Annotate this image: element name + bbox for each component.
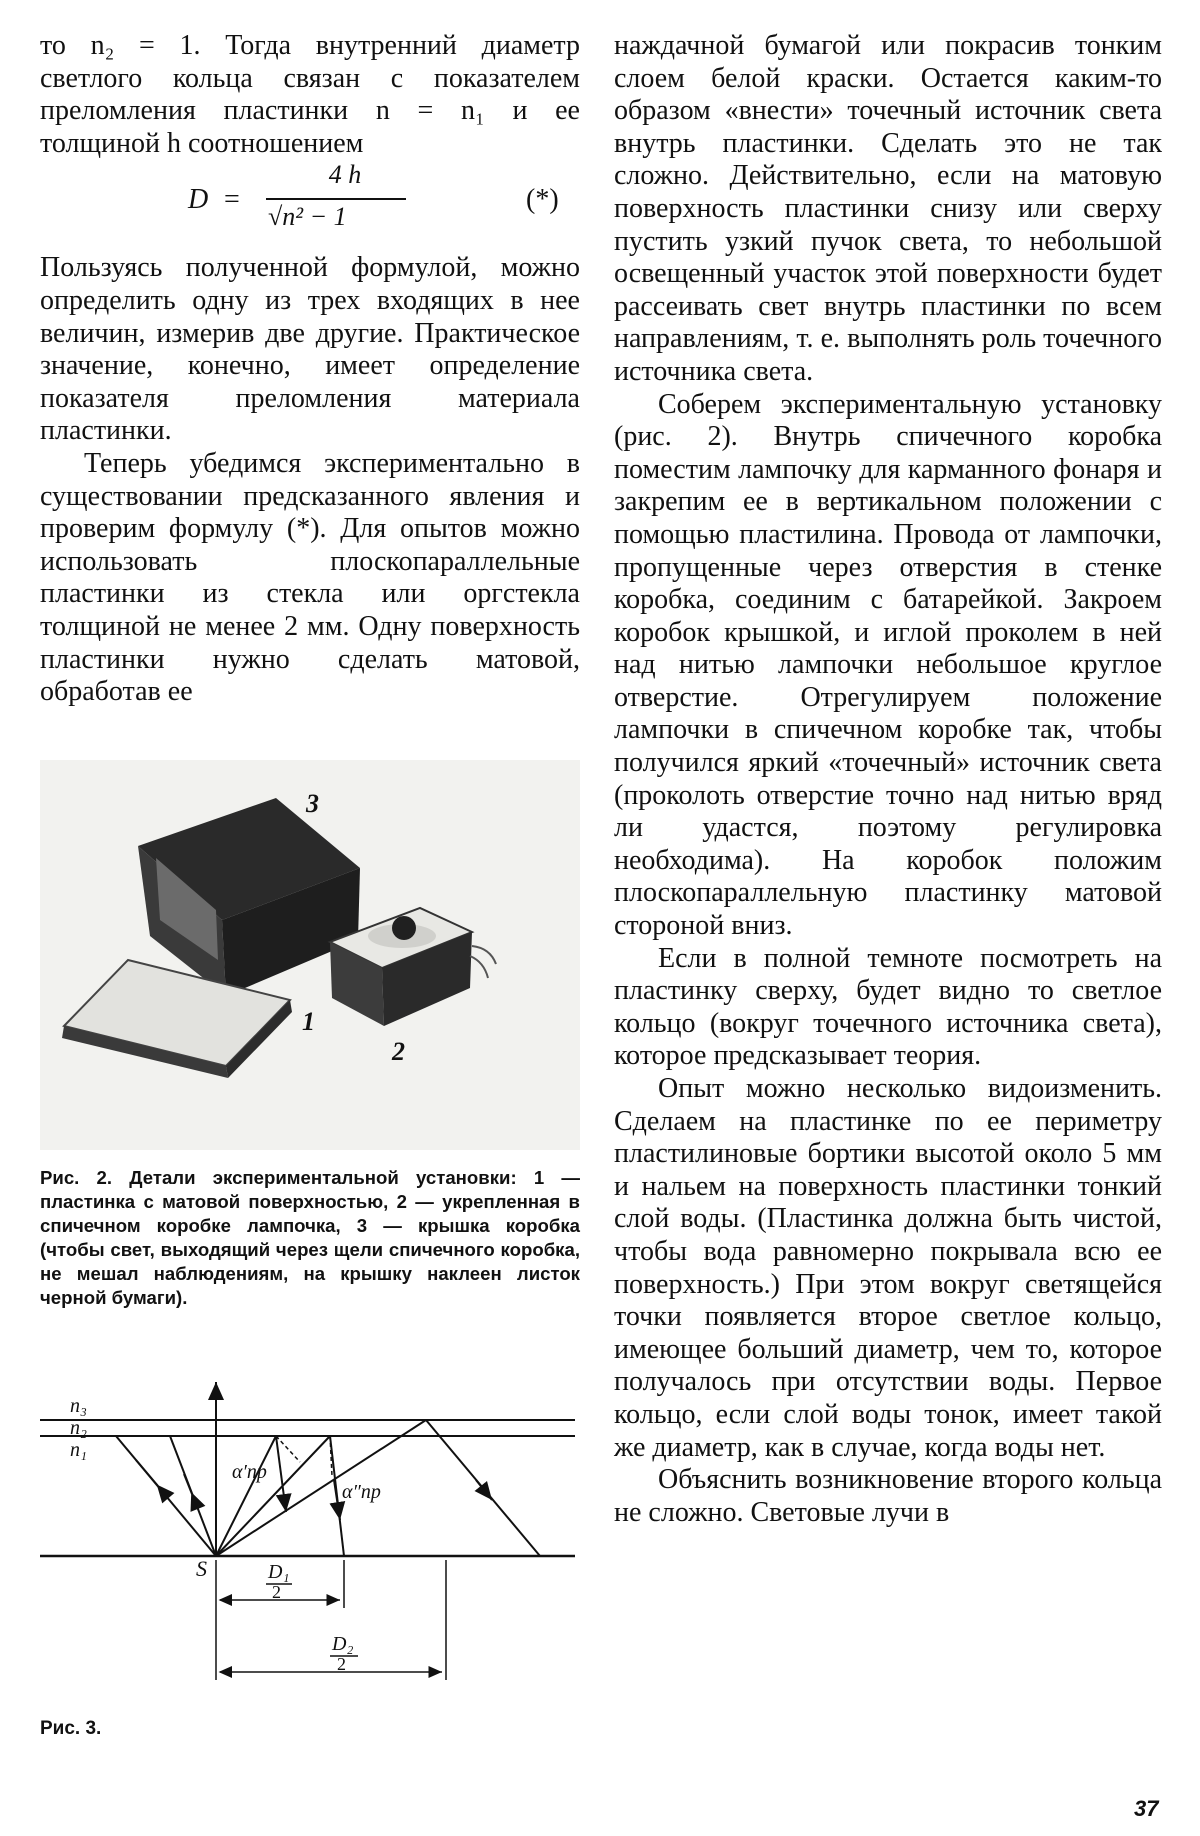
ray: [216, 1436, 330, 1556]
paragraph: Пользуясь полученной формулой, можно определить одну из трех входящих в нее величин, измерив две другие. Практическое значение, конечно, имеет определение показателя преломления материала пластинки.: [40, 252, 580, 447]
ray: [216, 1420, 426, 1556]
paragraph: Теперь убедимся экспериментально в существовании предсказанного явления и проверим формулу (*). Для опытов можно использовать плоскопараллельные пластинки из стекла или оргстекла толщиной не менее 2 мм. Одну поверхность пластинки нужно сделать матовой, обработав ее: [40, 447, 580, 708]
label-n1: n₁: [70, 1439, 87, 1461]
label-d1-num: D₁: [268, 1561, 290, 1583]
label-3: 3: [306, 789, 319, 818]
formula-numerator: 4 h: [328, 160, 362, 190]
label-n2: n₂: [70, 1417, 87, 1439]
label-source: S: [196, 1556, 207, 1581]
formula-tag: (*): [526, 184, 559, 216]
ray-diagram: [40, 1380, 580, 1700]
figure-3-caption: Рис. 3.: [40, 1718, 102, 1739]
ray-arrow: [136, 1460, 158, 1486]
ray: [170, 1436, 216, 1556]
right-column: [614, 30, 1162, 1529]
figure-3-diagram: [40, 1380, 580, 1700]
paragraph: то n₂ = 1. Тогда внутренний диаметр светлого кольца связан с показателем преломления пластинки n = n₁ и ее толщиной h соотношением: [40, 30, 580, 159]
paragraph: Если в полной темноте посмотреть на пластинку сверху, будет видно то светлое кольцо (вокруг точечного источника света), которое предсказывает теория.: [614, 942, 1162, 1072]
label-2: 2: [392, 1037, 405, 1066]
label-alpha-2: α″пр: [342, 1481, 381, 1503]
apparatus-illustration: [40, 760, 580, 1150]
ray-reflected: [276, 1436, 286, 1512]
ray: [216, 1436, 276, 1556]
formula-equals: =: [224, 184, 240, 216]
label-n3: n₃: [70, 1395, 87, 1417]
label-alpha-1: α′пр: [232, 1461, 267, 1483]
figure-2-photo: [40, 760, 580, 1150]
formula-lhs: D: [188, 184, 209, 216]
label-d2-num: D₂: [332, 1633, 354, 1655]
label-1: 1: [302, 1007, 315, 1036]
figure-2-caption: Рис. 2. Детали экспериментальной установки: 1 — пластинка с матовой поверхностью, 2 — укрепленная в спичечном коробке лампочка, 3 — крышка коробка (чтобы свет, выходящий через щели спичечного коробка, не мешал наблюдениям, на крышку наклеен листок черной бумаги).: [40, 1167, 580, 1308]
ray: [116, 1436, 216, 1556]
page-number: 37: [1134, 1796, 1159, 1821]
label-d2-den: 2: [337, 1654, 346, 1674]
paragraph: Объяснить возникновение второго кольца не сложно. Световые лучи в: [614, 1464, 1162, 1528]
formula-star: [40, 160, 580, 252]
ray-arrow: [334, 1480, 340, 1520]
paragraph: Опыт можно несколько видоизменить. Сделаем на пластинке по ее периметру пластилиновые бортики высотой около 5 мм и нальем на поверхность пластинки тонкий слой воды. (Пластинка должна быть чистой, чтобы вода равномерно покрывала всю ее поверхность.) При этом вокруг светящейся точки появляется второе светлое кольцо, имеющее больший диаметр, чем то, которое получалось при отсутствии воды. Первое кольцо, если слой воды тонок, имеет такой же диаметр, как в случае, когда воды нет.: [614, 1073, 1162, 1463]
label-d1-den: 2: [272, 1582, 281, 1602]
formula-denominator: √n² − 1: [268, 202, 347, 232]
ray-arrow: [476, 1480, 492, 1500]
paragraph: наждачной бумагой или покрасив тонким слоем белой краски. Остается каким-то образом «внести» точечный источник света внутрь пластинки. Сделать это не так сложно. Действительно, если на матовую поверхность пластинки снизу или сверху пустить узкий пучок света, то небольшой освещенный участок этой поверхности будет рассеивать свет внутрь пластинки по всем направлениям, т. е. выполнять роль точечного источника света.: [614, 30, 1162, 387]
ray-arrow: [184, 1474, 192, 1494]
left-column: [40, 30, 580, 709]
paragraph: Соберем экспериментальную установку (рис. 2). Внутрь спичечного коробка поместим лампочку для карманного фонаря и закрепим ее в вертикальном положении с помощью пластилина. Провода от лампочки, пропущенные через отверстия в стенке коробка, соединим с батарейкой. Закроем коробок крышкой, и иглой проколем в ней над нитью лампочки небольшое круглое отверстие. Отрегулируем положение лампочки в спичечном коробке так, чтобы получился яркий «точечный» источник света (проколоть отверстие точно над нитью вряд ли удастся, поэтому регулировка необходима). На коробок положим плоскопараллельную пластинку матовой стороной вниз.: [614, 388, 1162, 942]
fraction-bar: [266, 198, 406, 200]
